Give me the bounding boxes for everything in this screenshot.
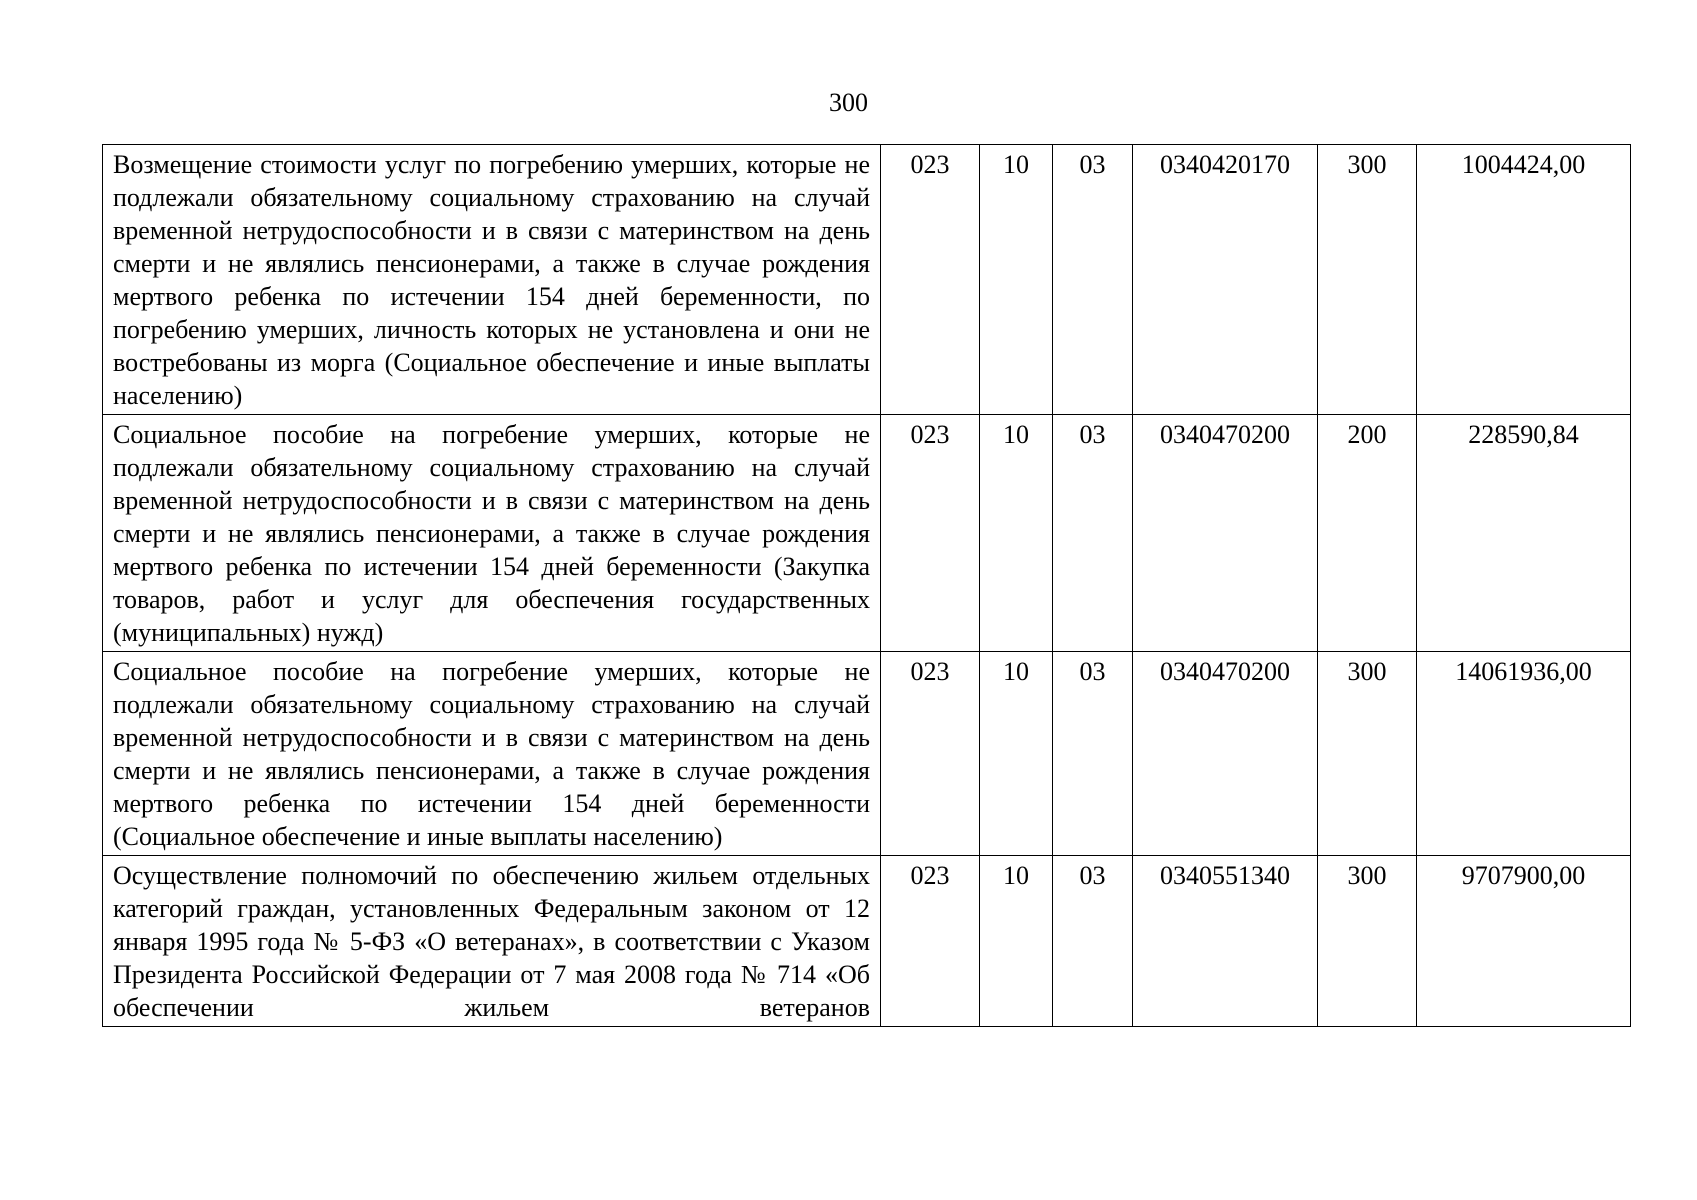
section-code: 10 — [980, 652, 1053, 856]
row-description: Возмещение стоимости услуг по погребению умерших, которые не подлежали обязательному социальному страхованию на случай временной нетрудоспособности и в связи с материнством на день смерти и не являлись пенсионерами, а также в случае рождения мертвого ребенка по истечении 154 дней беременности, по погребению умерших, личность которых не установлена и они не востребованы из морга (Социальное обеспечение и иные выплаты населению) — [103, 145, 881, 415]
row-description: Социальное пособие на погребение умерших, которые не подлежали обязательному социальному страхованию на случай временной нетрудоспособности и в связи с материнством на день смерти и не являлись пенсионерами, а также в случае рождения мертвого ребенка по истечении 154 дней беременности (Закупка товаров, работ и услуг для обеспечения государственных (муниципальных) нужд) — [103, 415, 881, 652]
amount-value: 228590,84 — [1417, 415, 1631, 652]
expense-type-code: 300 — [1318, 145, 1417, 415]
subsection-code: 03 — [1053, 652, 1133, 856]
target-article-code: 0340470200 — [1133, 415, 1318, 652]
table-row — [103, 652, 1631, 856]
expense-type-code: 200 — [1318, 415, 1417, 652]
table-row — [103, 145, 1631, 415]
target-article-code: 0340551340 — [1133, 856, 1318, 1027]
expense-type-code: 300 — [1318, 856, 1417, 1027]
section-code: 10 — [980, 856, 1053, 1027]
table-row — [103, 856, 1631, 1027]
amount-value: 14061936,00 — [1417, 652, 1631, 856]
ministry-code: 023 — [881, 415, 980, 652]
section-code: 10 — [980, 415, 1053, 652]
amount-value: 9707900,00 — [1417, 856, 1631, 1027]
subsection-code: 03 — [1053, 145, 1133, 415]
table-row — [103, 415, 1631, 652]
amount-value: 1004424,00 — [1417, 145, 1631, 415]
ministry-code: 023 — [881, 652, 980, 856]
row-description: Осуществление полномочий по обеспечению жильем отдельных категорий граждан, установленных Федеральным законом от 12 января 1995 года № 5-ФЗ «О ветеранах», в соответствии с Указом Президента Российской Федерации от 7 мая 2008 года № 714 «Об обеспечении жильем ветеранов — [103, 856, 881, 1027]
budget-table — [102, 144, 1631, 1027]
ministry-code: 023 — [881, 145, 980, 415]
row-description: Социальное пособие на погребение умерших, которые не подлежали обязательному социальному страхованию на случай временной нетрудоспособности и в связи с материнством на день смерти и не являлись пенсионерами, а также в случае рождения мертвого ребенка по истечении 154 дней беременности (Социальное обеспечение и иные выплаты населению) — [103, 652, 881, 856]
ministry-code: 023 — [881, 856, 980, 1027]
expense-type-code: 300 — [1318, 652, 1417, 856]
subsection-code: 03 — [1053, 415, 1133, 652]
page-number: 300 — [829, 88, 868, 117]
section-code: 10 — [980, 145, 1053, 415]
target-article-code: 0340420170 — [1133, 145, 1318, 415]
subsection-code: 03 — [1053, 856, 1133, 1027]
target-article-code: 0340470200 — [1133, 652, 1318, 856]
